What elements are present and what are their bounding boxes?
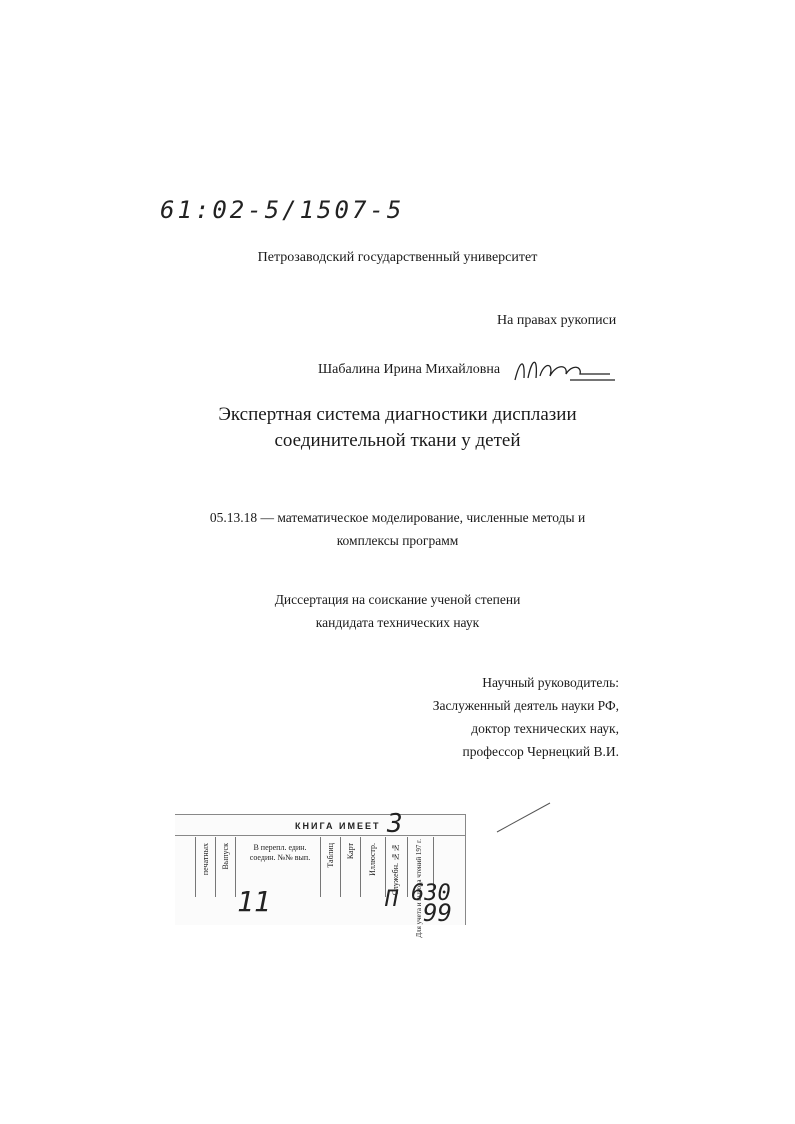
stamp-label: Иллюстр. — [368, 843, 377, 876]
library-stamp — [175, 809, 466, 938]
advisor-line: доктор технических наук, — [471, 721, 619, 736]
advisor-line: Заслуженный деятель науки РФ, — [432, 698, 619, 713]
advisor-line: Научный руководитель: — [482, 675, 619, 690]
pencil-mark — [495, 800, 555, 835]
degree — [0, 588, 795, 634]
stamp-divider — [175, 835, 465, 836]
stamp-label: Таблиц — [326, 843, 335, 868]
dissertation-title — [0, 402, 795, 454]
signature — [510, 350, 620, 390]
stamp-column — [235, 837, 236, 897]
stamp-handwritten-number: 3 — [387, 809, 403, 839]
stamp-column — [195, 837, 196, 897]
degree-line: Диссертация на соискание ученой степени — [274, 592, 521, 607]
advisor-line: профессор Чернецкий В.И. — [462, 744, 619, 759]
stamp-column — [215, 837, 216, 897]
specialty-line: комплексы программ — [336, 533, 459, 548]
author-name: Шабалина Ирина Михайловна — [318, 362, 501, 377]
stamp-column — [360, 837, 361, 897]
stamp-handwritten-number: 11 — [237, 885, 271, 918]
stamp-handwritten-number: 630 — [411, 881, 451, 906]
specialty-line: 05.13.18 — математическое моделирование, численные методы и — [209, 510, 586, 525]
degree-line: кандидата технических наук — [315, 615, 480, 630]
stamp-column — [320, 837, 321, 897]
manuscript-rights: На правах рукописи — [497, 313, 617, 328]
stamp-title: КНИГА ИМЕЕТ — [295, 821, 381, 831]
specialty — [0, 506, 795, 552]
stamp-label: В перепл. един. соедин. №№ вып. — [249, 843, 311, 862]
title-line: соединительной ткани у детей — [274, 430, 521, 451]
stamp-column — [340, 837, 341, 897]
stamp-column — [407, 837, 408, 897]
advisor-block — [380, 671, 619, 763]
catalog-number: 61:02-5/1507-5 — [160, 196, 405, 224]
stamp-label: Для учета и вывода чтений 197 г. — [415, 839, 423, 938]
university-name: Петрозаводский государственный университет — [257, 250, 538, 265]
stamp-label: Служебн. №№ — [391, 843, 400, 896]
stamp-label: печатных — [201, 843, 210, 876]
stamp-label: Выпуск — [221, 843, 230, 870]
title-line: Экспертная система диагностики дисплазии — [218, 404, 577, 425]
stamp-label: Карт — [346, 843, 355, 860]
stamp-handwritten-number: 99 — [423, 899, 452, 927]
stamp-handwritten-number: П — [385, 887, 399, 912]
